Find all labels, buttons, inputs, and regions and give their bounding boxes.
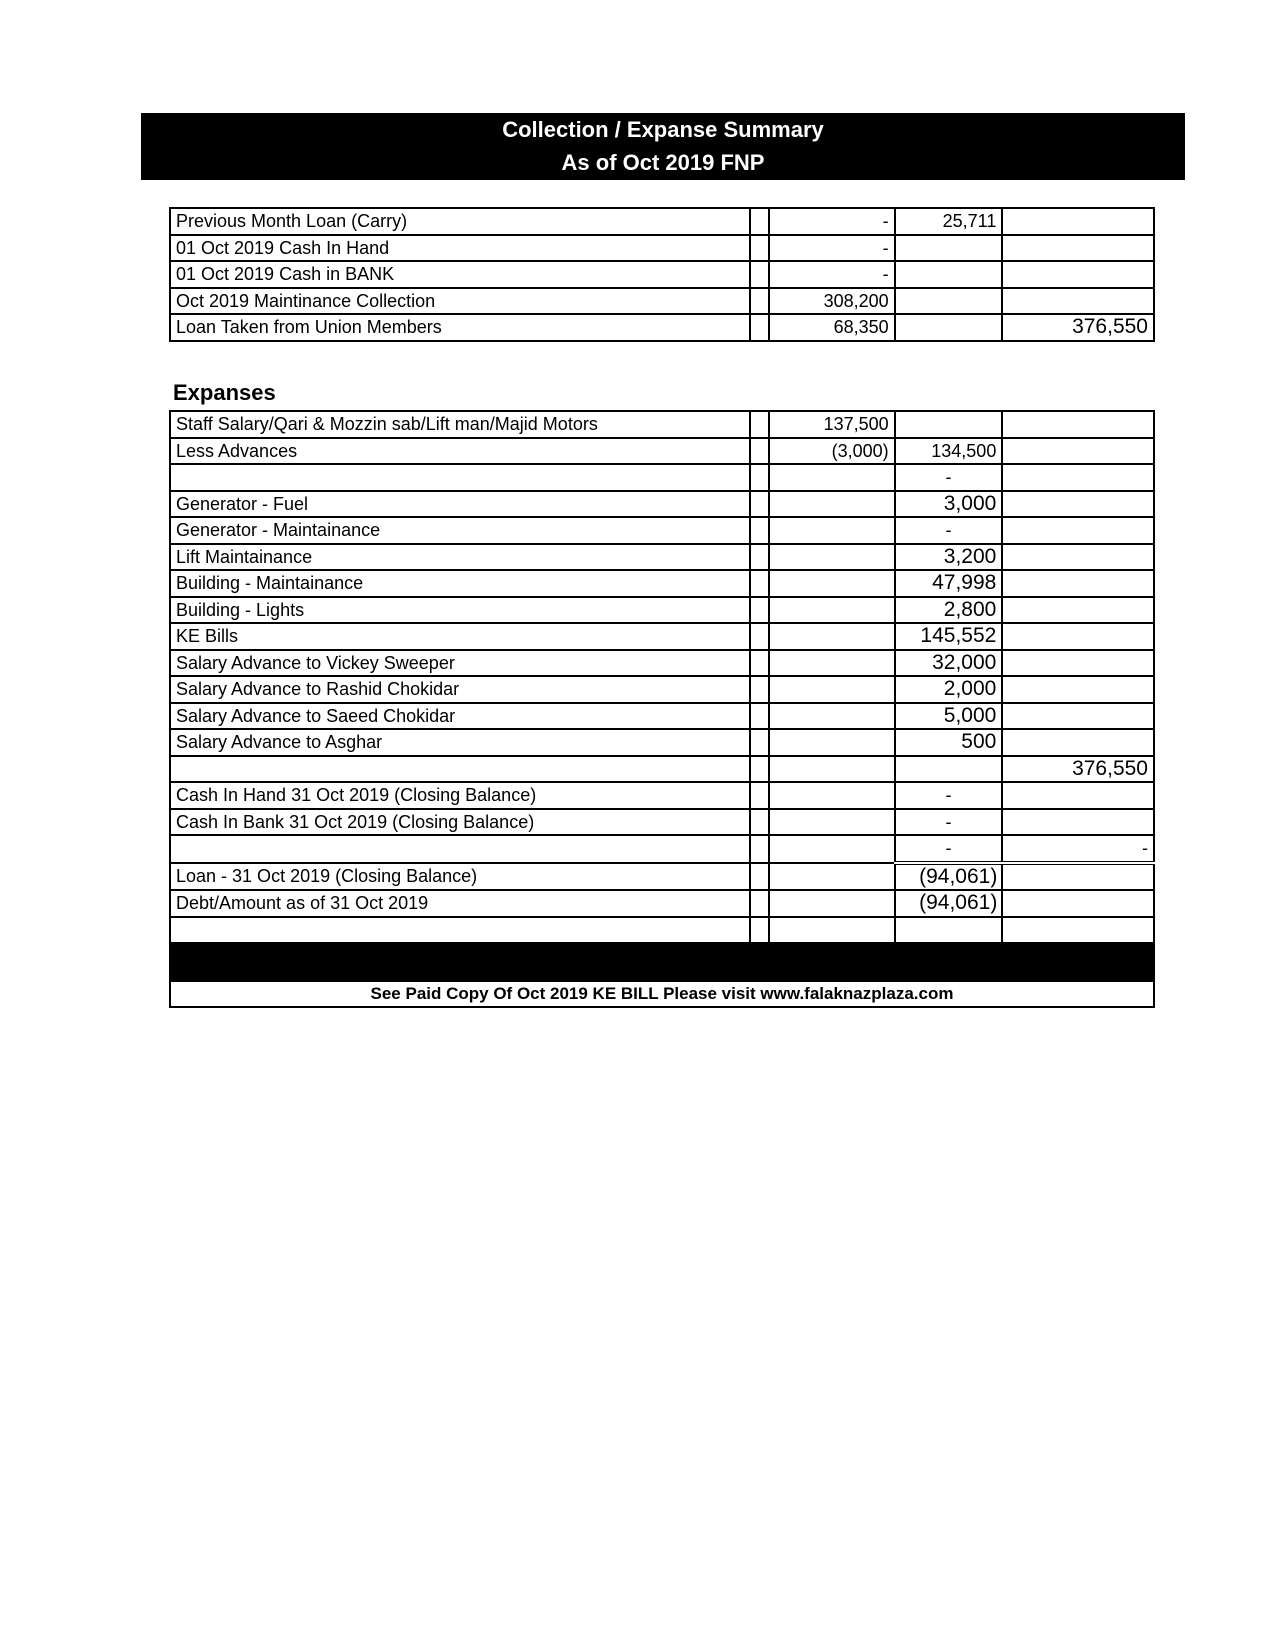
row-label: Cash In Bank 31 Oct 2019 (Closing Balance)	[170, 809, 750, 836]
table-row	[170, 570, 1154, 597]
total-cell	[1002, 517, 1154, 544]
total-cell	[1002, 491, 1154, 518]
amount-cell	[769, 570, 894, 597]
table-row	[170, 863, 1154, 891]
total-cell	[1002, 729, 1154, 756]
subtotal-cell: -	[895, 835, 1003, 863]
amount-cell	[769, 782, 894, 809]
amount-cell: 68,350	[769, 314, 894, 341]
empty-cell	[750, 314, 769, 341]
row-label: Salary Advance to Saeed Chokidar	[170, 703, 750, 730]
row-label: Loan - 31 Oct 2019 (Closing Balance)	[170, 863, 750, 891]
empty-cell	[750, 597, 769, 624]
amount-cell: (3,000)	[769, 438, 894, 465]
row-label: Generator - Maintainance	[170, 517, 750, 544]
row-label: Debt/Amount as of 31 Oct 2019	[170, 890, 750, 917]
total-cell: 376,550	[1002, 314, 1154, 341]
subtotal-cell: -	[895, 464, 1003, 491]
table-row	[170, 782, 1154, 809]
subtotal-cell: 145,552	[895, 623, 1003, 650]
row-label: Lift Maintainance	[170, 544, 750, 571]
amount-cell	[769, 676, 894, 703]
empty-cell	[750, 411, 769, 438]
footer-note: See Paid Copy Of Oct 2019 KE BILL Please visit www.falaknazplaza.com	[170, 981, 1154, 1007]
table-row	[170, 809, 1154, 836]
table-row	[170, 314, 1154, 341]
table-row	[170, 890, 1154, 917]
subtotal-cell: 47,998	[895, 570, 1003, 597]
total-cell	[1002, 890, 1154, 917]
total-cell	[1002, 703, 1154, 730]
expenses-heading: Expanses	[173, 380, 276, 405]
subtotal-cell: -	[895, 782, 1003, 809]
total-cell	[1002, 863, 1154, 891]
table-row	[170, 650, 1154, 677]
row-label: Salary Advance to Asghar	[170, 729, 750, 756]
row-label: Staff Salary/Qari & Mozzin sab/Lift man/Majid Motors	[170, 411, 750, 438]
amount-cell	[769, 809, 894, 836]
row-label: Loan Taken from Union Members	[170, 314, 750, 341]
empty-cell	[750, 703, 769, 730]
table-row	[170, 729, 1154, 756]
table-row	[170, 676, 1154, 703]
amount-cell	[769, 464, 894, 491]
amount-cell	[769, 703, 894, 730]
amount-cell: 137,500	[769, 411, 894, 438]
amount-cell	[769, 890, 894, 917]
total-cell	[1002, 782, 1154, 809]
table-row	[170, 288, 1154, 315]
table-row	[170, 703, 1154, 730]
subtotal-cell: 134,500	[895, 438, 1003, 465]
subtotal-cell: 500	[895, 729, 1003, 756]
table-row	[170, 261, 1154, 288]
subtotal-cell	[895, 411, 1003, 438]
empty-cell	[750, 517, 769, 544]
summary-header	[141, 113, 1185, 180]
row-label: Building - Lights	[170, 597, 750, 624]
subtotal-cell: 2,800	[895, 597, 1003, 624]
subtotal-cell	[895, 288, 1003, 315]
subtotal-cell: (94,061)	[895, 890, 1003, 917]
row-label: Salary Advance to Vickey Sweeper	[170, 650, 750, 677]
table-row	[170, 835, 1154, 863]
row-label: Cash In Hand 31 Oct 2019 (Closing Balance)	[170, 782, 750, 809]
total-cell	[1002, 411, 1154, 438]
total-cell	[1002, 597, 1154, 624]
amount-cell	[769, 756, 894, 783]
empty-cell	[750, 261, 769, 288]
total-cell: 376,550	[1002, 756, 1154, 783]
table-row	[170, 438, 1154, 465]
summary-title: Collection / Expanse Summary	[502, 117, 824, 142]
row-label	[170, 835, 750, 863]
row-label: Less Advances	[170, 438, 750, 465]
row-label: Salary Advance to Rashid Chokidar	[170, 676, 750, 703]
row-label: 01 Oct 2019 Cash In Hand	[170, 235, 750, 262]
total-cell: -	[1002, 835, 1154, 863]
amount-cell	[769, 650, 894, 677]
subtotal-cell: -	[895, 809, 1003, 836]
row-label: Oct 2019 Maintinance Collection	[170, 288, 750, 315]
subtotal-cell: 3,200	[895, 544, 1003, 571]
row-label: 01 Oct 2019 Cash in BANK	[170, 261, 750, 288]
table-row	[170, 411, 1154, 438]
black-bar-row	[170, 943, 1154, 981]
subtotal-cell: 2,000	[895, 676, 1003, 703]
table-row	[170, 491, 1154, 518]
table-row	[170, 235, 1154, 262]
black-bar	[170, 943, 1154, 981]
total-cell	[1002, 288, 1154, 315]
row-label	[170, 756, 750, 783]
empty-cell	[750, 491, 769, 518]
empty-cell	[750, 438, 769, 465]
total-cell	[1002, 544, 1154, 571]
total-cell	[1002, 623, 1154, 650]
empty-cell	[750, 650, 769, 677]
total-cell	[1002, 650, 1154, 677]
empty-cell	[750, 756, 769, 783]
row-label: Previous Month Loan (Carry)	[170, 208, 750, 235]
total-cell	[1002, 809, 1154, 836]
total-cell	[1002, 208, 1154, 235]
total-cell	[1002, 261, 1154, 288]
empty-cell	[750, 288, 769, 315]
amount-cell	[769, 623, 894, 650]
total-cell	[1002, 917, 1154, 944]
row-label	[170, 917, 750, 944]
amount-cell: -	[769, 261, 894, 288]
row-label: Generator - Fuel	[170, 491, 750, 518]
summary-subtitle: As of Oct 2019 FNP	[561, 150, 765, 175]
empty-cell	[750, 782, 769, 809]
empty-cell	[750, 863, 769, 891]
subtotal-cell	[895, 314, 1003, 341]
row-label: Building - Maintainance	[170, 570, 750, 597]
row-label: KE Bills	[170, 623, 750, 650]
table-row	[170, 623, 1154, 650]
amount-cell	[769, 729, 894, 756]
subtotal-cell: 25,711	[895, 208, 1003, 235]
subtotal-cell: 5,000	[895, 703, 1003, 730]
subtotal-cell: -	[895, 517, 1003, 544]
amount-cell	[769, 835, 894, 863]
amount-cell	[769, 863, 894, 891]
table-row	[170, 517, 1154, 544]
amount-cell	[769, 491, 894, 518]
subtotal-cell	[895, 756, 1003, 783]
amount-cell: 308,200	[769, 288, 894, 315]
empty-cell	[750, 835, 769, 863]
empty-cell	[750, 809, 769, 836]
subtotal-cell: 3,000	[895, 491, 1003, 518]
amount-cell	[769, 517, 894, 544]
subtotal-cell: (94,061)	[895, 863, 1003, 891]
subtotal-cell	[895, 917, 1003, 944]
empty-cell	[750, 917, 769, 944]
empty-cell	[750, 570, 769, 597]
subtotal-cell: 32,000	[895, 650, 1003, 677]
amount-cell	[769, 597, 894, 624]
collection-table	[169, 207, 1155, 342]
table-row	[170, 756, 1154, 783]
empty-cell	[750, 890, 769, 917]
total-cell	[1002, 676, 1154, 703]
subtotal-cell	[895, 261, 1003, 288]
amount-cell: -	[769, 208, 894, 235]
empty-cell	[750, 623, 769, 650]
table-row	[170, 208, 1154, 235]
empty-cell	[750, 544, 769, 571]
empty-cell	[750, 235, 769, 262]
table-row	[170, 544, 1154, 571]
table-row	[170, 917, 1154, 944]
amount-cell	[769, 917, 894, 944]
expense-table	[169, 410, 1155, 1008]
row-label	[170, 464, 750, 491]
empty-cell	[750, 676, 769, 703]
table-row	[170, 597, 1154, 624]
empty-cell	[750, 208, 769, 235]
total-cell	[1002, 464, 1154, 491]
empty-cell	[750, 729, 769, 756]
table-row	[170, 464, 1154, 491]
amount-cell: -	[769, 235, 894, 262]
total-cell	[1002, 235, 1154, 262]
total-cell	[1002, 570, 1154, 597]
subtotal-cell	[895, 235, 1003, 262]
total-cell	[1002, 438, 1154, 465]
empty-cell	[750, 464, 769, 491]
amount-cell	[769, 544, 894, 571]
footer-row	[170, 981, 1154, 1007]
